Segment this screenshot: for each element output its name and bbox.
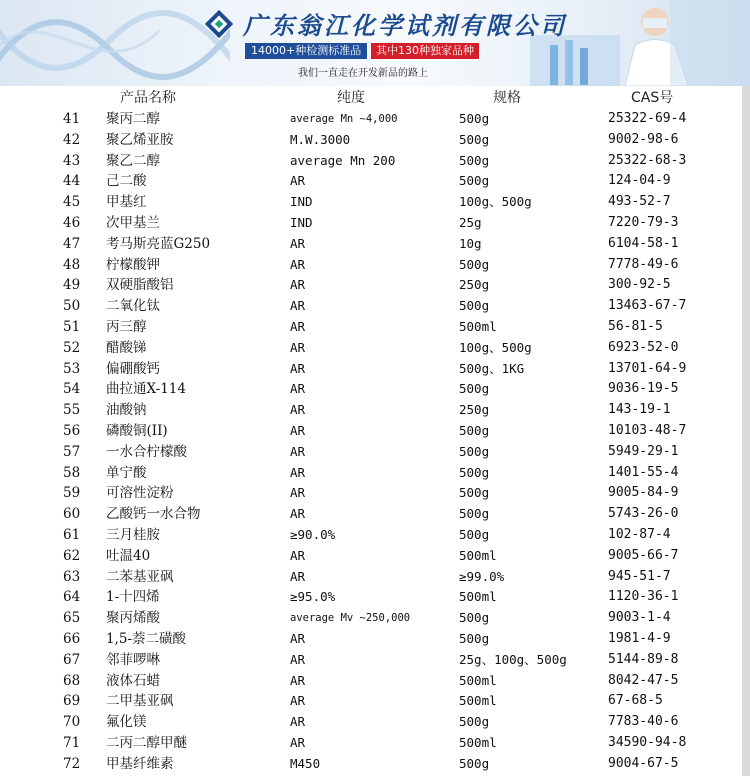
table-row — [0, 504, 742, 525]
purity: average Mn 200 — [290, 152, 396, 168]
purity: AR — [290, 651, 306, 667]
row-number: 48 — [63, 256, 81, 273]
row-number: 49 — [63, 277, 81, 294]
product-name: 考马斯亮蓝G250 — [106, 235, 211, 252]
table-row — [0, 359, 742, 380]
purity: AR — [290, 423, 306, 438]
cas-number: 9002-98-6 — [608, 131, 679, 147]
row-number: 52 — [63, 339, 81, 356]
cas-number: 9005-84-9 — [608, 485, 679, 501]
cas-number: 300-92-5 — [608, 277, 671, 293]
product-name: 一水合柠檬酸 — [106, 443, 187, 460]
purity: AR — [290, 693, 306, 709]
product-name: 次甲基兰 — [106, 215, 160, 231]
cas-number: 8042-47-5 — [608, 672, 679, 688]
cas-number: 9004-67-5 — [608, 755, 679, 771]
cas-number: 102-87-4 — [608, 527, 671, 542]
purity: AR — [290, 631, 306, 646]
table-row — [0, 379, 742, 400]
purity: AR — [290, 298, 306, 314]
table-row — [0, 629, 742, 650]
scrollbar[interactable] — [742, 86, 750, 776]
purity: AR — [290, 402, 306, 418]
cas-number: 1981-4-9 — [608, 631, 671, 646]
purity: average Mn ~4,000 — [290, 113, 398, 125]
purity: M.W.3000 — [290, 131, 351, 147]
row-number: 43 — [63, 152, 81, 169]
spec: 500g — [459, 256, 490, 272]
table-row — [0, 151, 742, 172]
spec: 500g — [459, 714, 490, 730]
table-row — [0, 733, 742, 754]
cas-number: 7220-79-3 — [608, 215, 679, 230]
table-row — [0, 130, 742, 151]
cas-number: 9005-66-7 — [608, 547, 679, 563]
purity: IND — [290, 215, 313, 230]
spec: 500g — [459, 610, 490, 626]
row-number: 54 — [63, 381, 81, 398]
spec: 500ml — [459, 547, 497, 563]
purity: AR — [290, 319, 306, 334]
spec: 500g — [459, 298, 490, 314]
row-number: 68 — [63, 672, 81, 689]
row-number: 70 — [63, 714, 81, 731]
product-name: 二苯基亚砜 — [106, 568, 174, 585]
purity: AR — [290, 381, 306, 397]
cas-number: 5743-26-0 — [608, 506, 679, 522]
product-name: 柠檬酸钾 — [106, 256, 160, 273]
purity: average Mv ~250,000 — [290, 612, 411, 625]
header-cas: CAS号 — [631, 90, 674, 106]
purity: AR — [290, 714, 306, 730]
cas-number: 25322-69-4 — [608, 111, 687, 126]
purity: AR — [290, 443, 306, 459]
cas-number: 5949-29-1 — [608, 443, 679, 459]
cas-number: 13463-67-7 — [608, 298, 687, 314]
product-name: 吐温40 — [106, 547, 151, 564]
product-name: 聚丙烯酸 — [106, 610, 160, 627]
row-number: 71 — [63, 735, 81, 751]
row-number: 58 — [63, 464, 81, 481]
product-name: 磷酸铜(II) — [106, 423, 168, 439]
table-row — [0, 463, 742, 484]
spec: 25g — [459, 215, 482, 230]
row-number: 53 — [63, 360, 81, 377]
table-row — [0, 525, 742, 546]
cas-number: 6923-52-0 — [608, 339, 679, 355]
row-number: 63 — [63, 568, 81, 585]
product-name: 醋酸锑 — [106, 339, 147, 356]
spec: 500g — [459, 131, 490, 147]
row-number: 55 — [63, 402, 81, 419]
cas-number: 7778-49-6 — [608, 256, 679, 272]
spec: 500g — [459, 173, 490, 189]
spec: 500g — [459, 381, 490, 397]
spec: 500g — [459, 152, 490, 168]
purity: AR — [290, 277, 306, 293]
spec: 500g — [459, 755, 490, 771]
product-name: 二甲基亚砜 — [106, 693, 174, 710]
table-row — [0, 712, 742, 733]
cas-number: 34590-94-8 — [608, 735, 687, 750]
table-row — [0, 567, 742, 588]
row-number: 50 — [63, 298, 81, 315]
cas-number: 9003-1-4 — [608, 610, 671, 626]
spec: 500ml — [459, 672, 497, 688]
purity: AR — [290, 235, 306, 251]
purity: ≥90.0% — [290, 527, 336, 542]
cas-number: 1401-55-4 — [608, 464, 679, 480]
product-name: 可溶性淀粉 — [106, 485, 174, 502]
cas-number: 25322-68-3 — [608, 152, 687, 168]
table-row — [0, 587, 742, 608]
table-row — [0, 234, 742, 255]
row-number: 59 — [63, 485, 81, 502]
product-name: 二氧化钛 — [106, 298, 160, 315]
standards-count-badge: 14000+种检测标准品 — [245, 43, 367, 59]
purity: AR — [290, 256, 306, 272]
row-number: 69 — [63, 693, 81, 710]
spec: 500ml — [459, 319, 497, 334]
purity: IND — [290, 194, 313, 210]
row-number: 47 — [63, 235, 81, 252]
spec: 500g — [459, 443, 490, 459]
purity: AR — [290, 735, 306, 750]
product-name: 乙酸钙一水合物 — [106, 506, 201, 523]
product-name: 二丙二醇甲醚 — [106, 735, 187, 751]
spec: 10g — [459, 235, 482, 251]
cas-number: 493-52-7 — [608, 194, 671, 210]
spec: 500g — [459, 485, 490, 501]
purity: AR — [290, 672, 306, 688]
table-row — [0, 275, 742, 296]
purity: AR — [290, 339, 306, 355]
spec: 500g — [459, 423, 490, 438]
product-name: 聚乙二醇 — [106, 152, 160, 169]
product-name: 邻菲啰啉 — [106, 651, 160, 668]
spec: 500g — [459, 464, 490, 480]
row-number: 67 — [63, 651, 81, 668]
table-row — [0, 109, 742, 130]
spec: 500ml — [459, 693, 497, 709]
spec: 500g — [459, 527, 490, 542]
purity: M450 — [290, 755, 321, 771]
row-number: 46 — [63, 215, 81, 231]
slogan: 我们一直走在开发新品的路上 — [298, 68, 428, 79]
row-number: 45 — [63, 194, 81, 211]
table-row — [0, 296, 742, 317]
row-number: 62 — [63, 547, 81, 564]
row-number: 61 — [63, 527, 81, 543]
purity: AR — [290, 464, 306, 480]
purity: ≥95.0% — [290, 589, 336, 605]
dna-helix-graphic — [0, 0, 230, 86]
cas-number: 13701-64-9 — [608, 360, 687, 376]
product-name: 甲基红 — [106, 194, 147, 211]
spec: 500g — [459, 111, 490, 126]
cas-number: 67-68-5 — [608, 693, 663, 709]
purity: AR — [290, 173, 306, 189]
spec: 500ml — [459, 589, 497, 605]
purity: AR — [290, 568, 306, 584]
table-row — [0, 671, 742, 692]
row-number: 42 — [63, 131, 81, 148]
product-name: 偏硼酸钙 — [106, 360, 160, 377]
row-number: 60 — [63, 506, 81, 523]
table-row — [0, 421, 742, 442]
cas-number: 10103-48-7 — [608, 423, 687, 438]
product-name: 油酸钠 — [106, 402, 147, 419]
row-number: 56 — [63, 423, 81, 439]
row-number: 64 — [63, 589, 81, 606]
product-name: 丙三醇 — [106, 319, 147, 335]
product-name: 氟化镁 — [106, 714, 147, 731]
cas-number: 9036-19-5 — [608, 381, 679, 397]
header-name: 产品名称 — [120, 90, 176, 106]
header-spec: 规格 — [493, 90, 521, 106]
table-row — [0, 213, 742, 234]
row-number: 44 — [63, 173, 81, 190]
product-name: 曲拉通X-114 — [106, 381, 186, 398]
spec: 25g、100g、500g — [459, 651, 567, 667]
row-number: 66 — [63, 631, 81, 647]
table-row — [0, 171, 742, 192]
purity: AR — [290, 360, 306, 376]
exclusive-count-badge: 其中130种独家品种 — [371, 43, 479, 59]
row-number: 57 — [63, 443, 81, 460]
table-row — [0, 400, 742, 421]
spec: 500ml — [459, 735, 497, 750]
product-name: 聚丙二醇 — [106, 111, 160, 127]
cas-number: 5144-89-8 — [608, 651, 679, 667]
spec: ≥99.0% — [459, 568, 505, 584]
cas-number: 6104-58-1 — [608, 235, 679, 251]
product-name: 1-十四烯 — [106, 589, 160, 606]
cas-number: 7783-40-6 — [608, 714, 679, 730]
purity: AR — [290, 506, 306, 522]
table-header — [0, 88, 742, 109]
row-number: 65 — [63, 610, 81, 627]
product-name: 己二酸 — [106, 173, 147, 190]
cas-number: 1120-36-1 — [608, 589, 679, 605]
spec: 500g — [459, 631, 490, 646]
spec: 100g、500g — [459, 339, 532, 355]
table-row — [0, 483, 742, 504]
header-purity: 纯度 — [337, 90, 365, 106]
table-row — [0, 442, 742, 463]
table-row — [0, 608, 742, 629]
spec: 500g — [459, 506, 490, 522]
table-row — [0, 691, 742, 712]
company-logo-icon — [203, 8, 235, 40]
table-row — [0, 650, 742, 671]
product-name: 单宁酸 — [106, 464, 147, 481]
spec: 250g — [459, 277, 490, 293]
cas-number: 56-81-5 — [608, 319, 663, 334]
row-number: 51 — [63, 319, 81, 335]
spec: 500g、1KG — [459, 360, 525, 376]
product-name: 甲基纤维素 — [106, 755, 174, 772]
table-row — [0, 192, 742, 213]
banner — [0, 0, 750, 86]
product-name: 液体石蜡 — [106, 672, 160, 689]
company-name: 广东翁江化学试剂有限公司 — [243, 11, 567, 40]
table-row — [0, 754, 742, 775]
cas-number: 124-04-9 — [608, 173, 671, 189]
product-name: 双硬脂酸铝 — [106, 277, 174, 294]
product-name: 三月桂胺 — [106, 527, 160, 543]
product-name: 1,5-萘二磺酸 — [106, 631, 187, 647]
cas-number: 143-19-1 — [608, 402, 671, 418]
table-row — [0, 255, 742, 276]
purity: AR — [290, 485, 306, 501]
spec: 100g、500g — [459, 194, 532, 210]
table-row — [0, 338, 742, 359]
spec: 250g — [459, 402, 490, 418]
purity: AR — [290, 547, 306, 563]
cas-number: 945-51-7 — [608, 568, 671, 584]
table-row — [0, 546, 742, 567]
row-number: 41 — [63, 111, 81, 127]
table-row — [0, 317, 742, 338]
row-number: 72 — [63, 755, 81, 772]
product-name: 聚乙烯亚胺 — [106, 131, 174, 148]
